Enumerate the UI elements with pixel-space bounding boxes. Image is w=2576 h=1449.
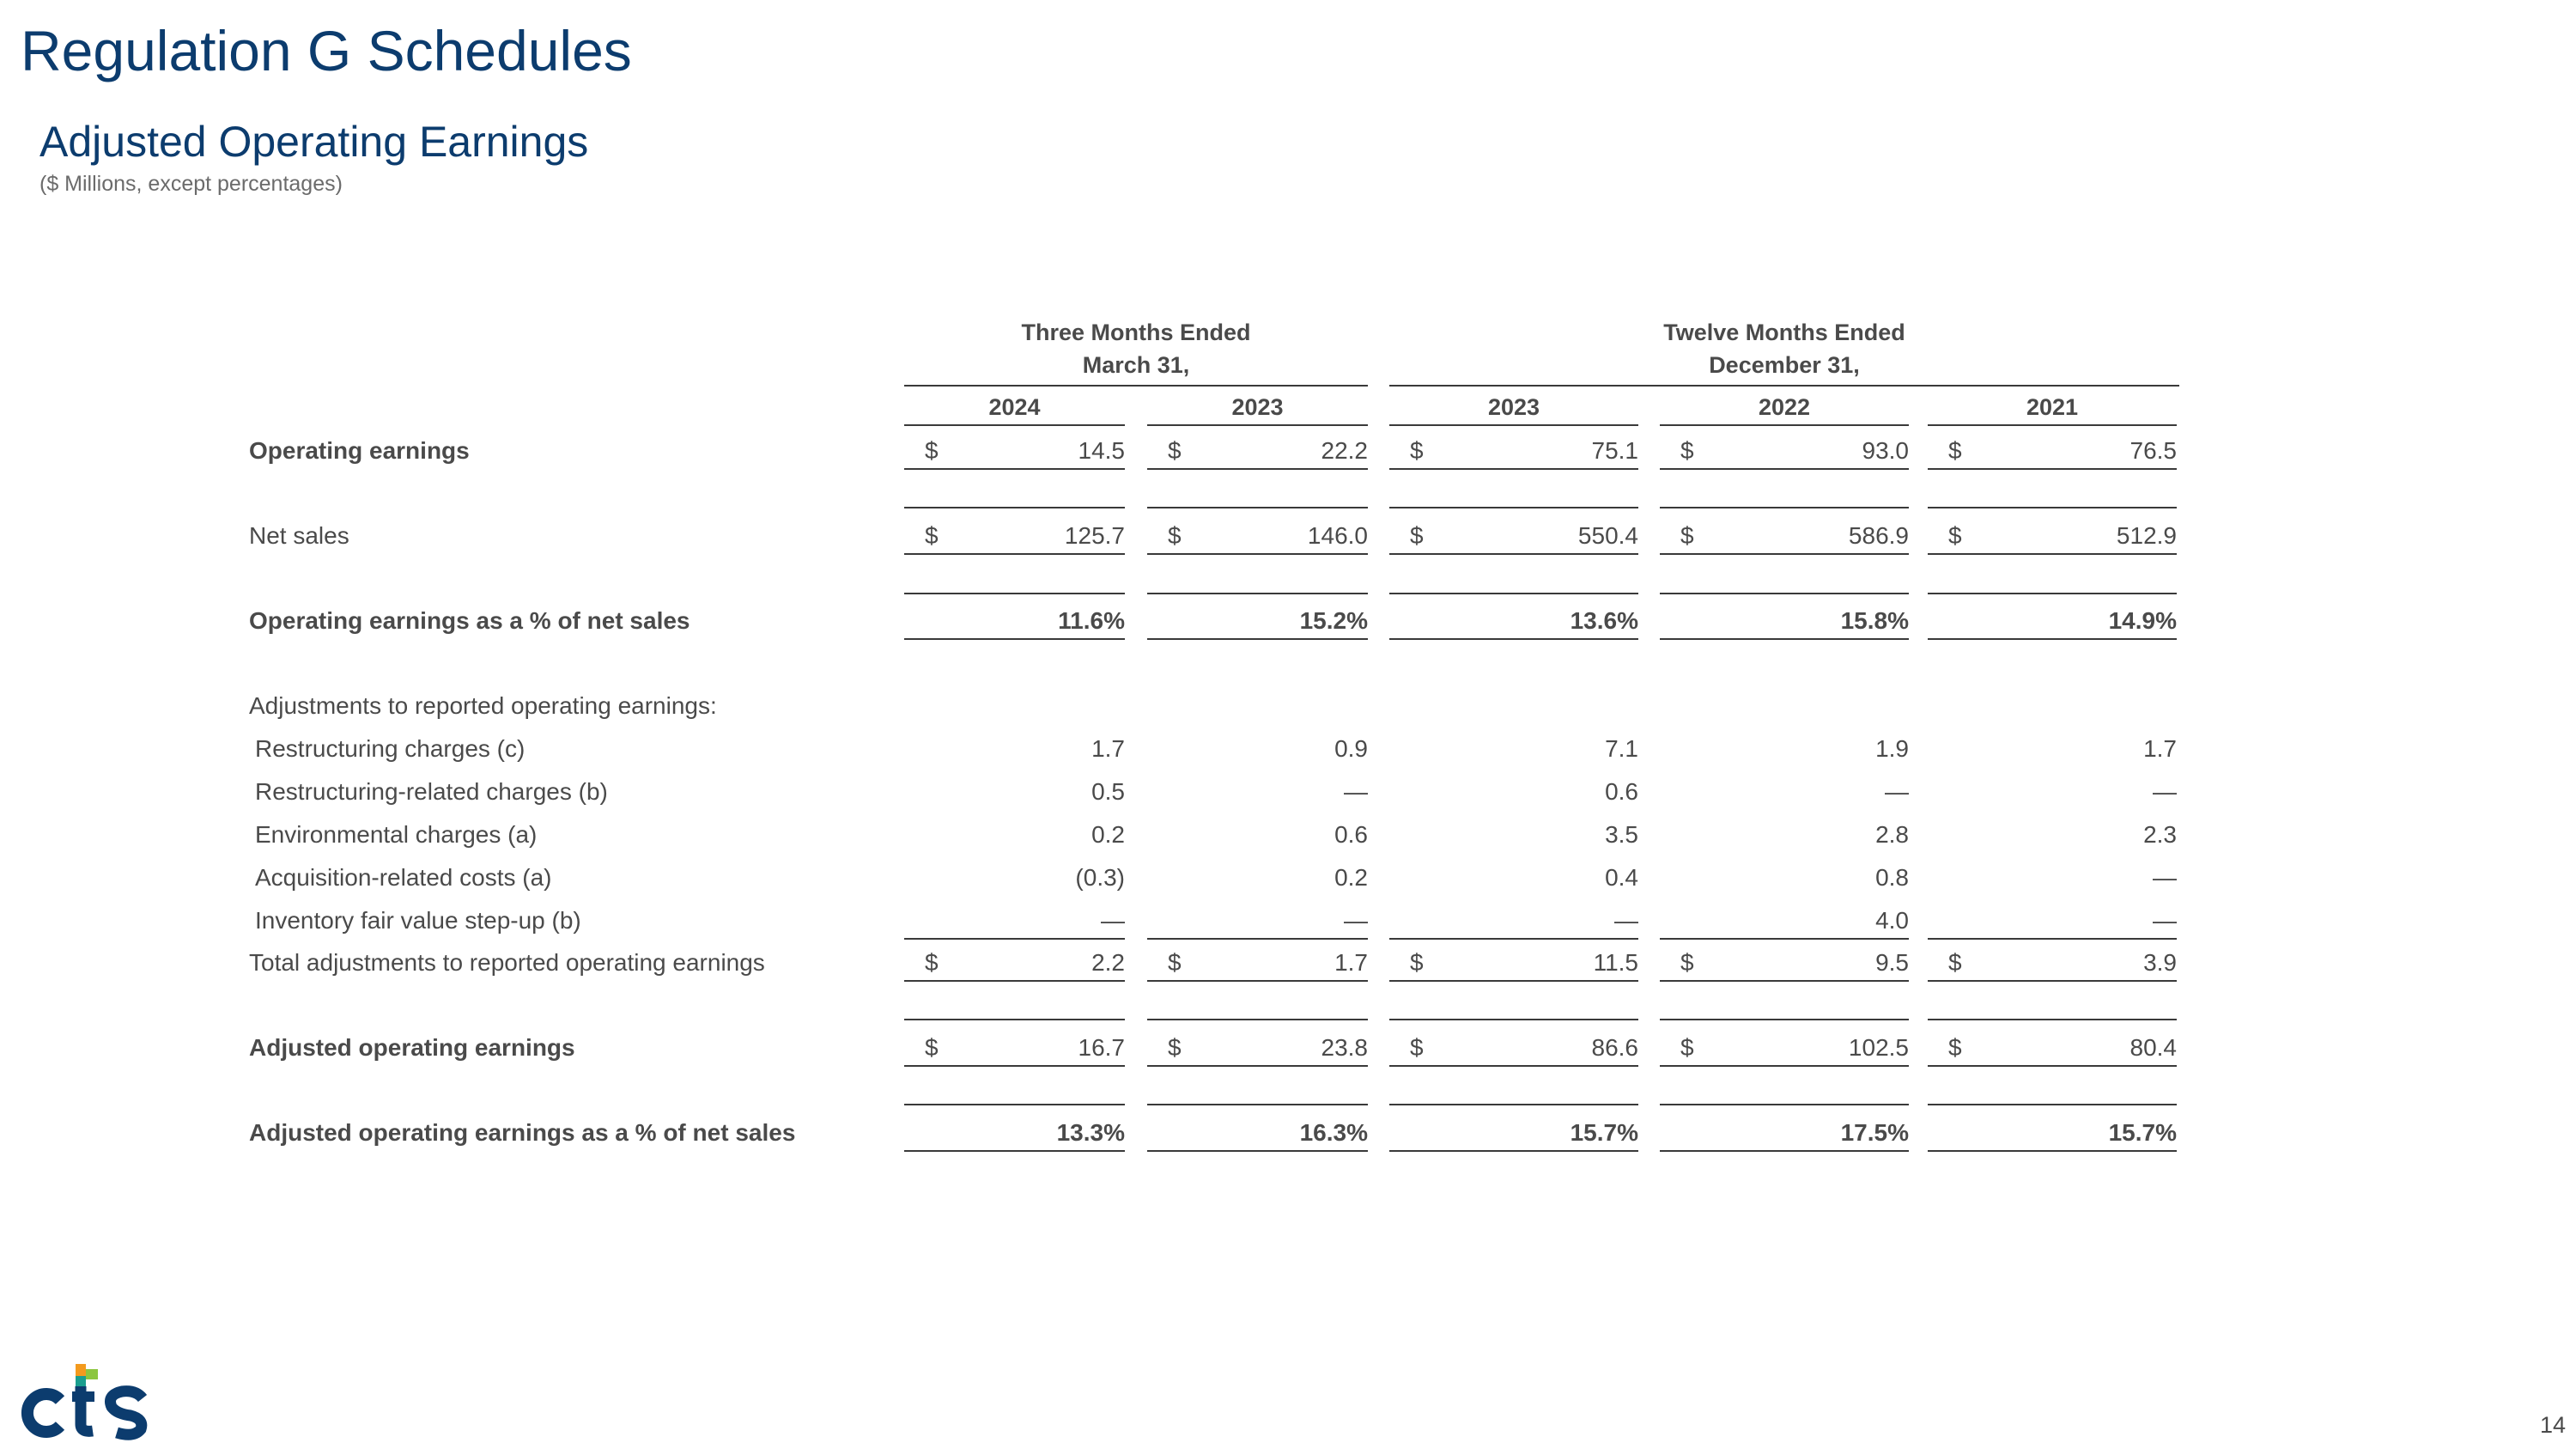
cell-value: 0.8 bbox=[1875, 864, 1909, 891]
currency-symbol: $ bbox=[925, 522, 939, 549]
table-cell bbox=[1928, 775, 2177, 809]
row-label: Net sales bbox=[249, 522, 349, 549]
table-cell bbox=[1928, 434, 2177, 470]
cell-value: 13.6% bbox=[1570, 607, 1638, 634]
cell-value: 80.4 bbox=[2129, 1034, 2177, 1061]
cell-value: 0.5 bbox=[1091, 778, 1125, 805]
table-cell bbox=[1660, 1031, 1909, 1067]
currency-symbol: $ bbox=[1168, 1034, 1182, 1061]
cell-value: — bbox=[1614, 907, 1638, 934]
cell-value: — bbox=[1101, 907, 1125, 934]
table-cell bbox=[1147, 861, 1368, 895]
table-cell bbox=[1389, 1116, 1638, 1152]
table-cell bbox=[1147, 519, 1368, 555]
cell-value: 0.2 bbox=[1334, 864, 1368, 891]
cell-value: 13.3% bbox=[1056, 1119, 1125, 1146]
table-cell bbox=[1147, 946, 1368, 982]
table-cell bbox=[1389, 434, 1638, 470]
table-cell bbox=[1389, 861, 1638, 895]
currency-symbol: $ bbox=[1410, 949, 1424, 976]
total-double-rule bbox=[1389, 593, 1638, 594]
row-label: Inventory fair value step-up (b) bbox=[255, 907, 581, 934]
cell-value: 23.8 bbox=[1321, 1034, 1368, 1061]
cell-value: 16.7 bbox=[1078, 1034, 1125, 1061]
column-group-header-three-months bbox=[904, 316, 1368, 381]
currency-symbol: $ bbox=[1948, 949, 1962, 976]
table-cell bbox=[1928, 946, 2177, 982]
column-group-line2: December 31, bbox=[1709, 352, 1860, 378]
cell-value: — bbox=[2153, 907, 2177, 934]
cell-value: 11.5 bbox=[1593, 949, 1638, 976]
table-cell bbox=[1660, 434, 1909, 470]
table-cell bbox=[1389, 519, 1638, 555]
cell-value: 2.2 bbox=[1091, 949, 1125, 976]
table-cell bbox=[904, 946, 1125, 982]
currency-symbol: $ bbox=[925, 1034, 939, 1061]
table-cell bbox=[1389, 1031, 1638, 1067]
currency-symbol: $ bbox=[1168, 437, 1182, 464]
cell-value: 0.4 bbox=[1605, 864, 1638, 891]
currency-symbol: $ bbox=[1168, 522, 1182, 549]
table-cell bbox=[904, 904, 1125, 940]
cell-value: 0.6 bbox=[1334, 821, 1368, 848]
row-label: Operating earnings as a % of net sales bbox=[249, 607, 690, 634]
year-header: 2023 bbox=[1389, 390, 1638, 426]
table-cell bbox=[1660, 775, 1909, 809]
cell-value: 7.1 bbox=[1605, 735, 1638, 762]
total-double-rule bbox=[1147, 1104, 1368, 1105]
table-cell bbox=[1928, 519, 2177, 555]
cell-value: 76.5 bbox=[2129, 437, 2177, 464]
table-cell bbox=[1928, 1031, 2177, 1067]
table-cell bbox=[904, 818, 1125, 852]
currency-symbol: $ bbox=[1410, 1034, 1424, 1061]
cell-value: 1.7 bbox=[1334, 949, 1368, 976]
table-cell bbox=[1928, 604, 2177, 640]
currency-symbol: $ bbox=[1680, 949, 1694, 976]
table-cell bbox=[1660, 1116, 1909, 1152]
cell-value: 512.9 bbox=[2116, 522, 2177, 549]
table-cell bbox=[1660, 519, 1909, 555]
cell-value: 15.8% bbox=[1840, 607, 1909, 634]
row-label: Total adjustments to reported operating earnings bbox=[249, 949, 765, 976]
table-cell bbox=[1928, 732, 2177, 766]
table-cell bbox=[904, 775, 1125, 809]
currency-symbol: $ bbox=[1948, 437, 1962, 464]
table-cell bbox=[1147, 434, 1368, 470]
logo-text: cts bbox=[15, 1355, 17, 1356]
table-cell bbox=[904, 604, 1125, 640]
year-header: 2024 bbox=[904, 390, 1125, 426]
currency-symbol: $ bbox=[1410, 522, 1424, 549]
total-double-rule bbox=[904, 1104, 1125, 1105]
cell-value: 11.6% bbox=[1058, 607, 1125, 634]
column-group-line2: March 31, bbox=[1082, 352, 1190, 378]
table-cell bbox=[1147, 1116, 1368, 1152]
table-cell bbox=[1660, 861, 1909, 895]
table-cell bbox=[1928, 1116, 2177, 1152]
logo-letter-s bbox=[111, 1391, 143, 1435]
table-cell bbox=[904, 732, 1125, 766]
table-cell bbox=[1660, 604, 1909, 640]
cell-value: 75.1 bbox=[1591, 437, 1638, 464]
total-double-rule bbox=[1147, 1019, 1368, 1020]
cell-value: 14.9% bbox=[2108, 607, 2177, 634]
cell-value: 550.4 bbox=[1577, 522, 1638, 549]
table-cell bbox=[1147, 818, 1368, 852]
table-cell bbox=[904, 519, 1125, 555]
year-header: 2022 bbox=[1660, 390, 1909, 426]
total-double-rule bbox=[1660, 1104, 1909, 1105]
cell-value: 3.5 bbox=[1605, 821, 1638, 848]
cell-value: 22.2 bbox=[1321, 437, 1368, 464]
row-label: Acquisition-related costs (a) bbox=[255, 864, 552, 891]
row-label: Adjustments to reported operating earnings: bbox=[249, 692, 717, 719]
table-cell bbox=[904, 1031, 1125, 1067]
row-label: Operating earnings bbox=[249, 437, 470, 464]
section-title: Adjusted Operating Earnings bbox=[39, 118, 589, 166]
total-double-rule bbox=[1660, 507, 1909, 508]
cell-value: 0.2 bbox=[1091, 821, 1125, 848]
table-cell bbox=[1389, 732, 1638, 766]
currency-symbol: $ bbox=[1680, 437, 1694, 464]
page-number: 14 bbox=[2539, 1412, 2566, 1438]
cell-value: 1.7 bbox=[1091, 735, 1125, 762]
cts-logo bbox=[15, 1355, 153, 1441]
total-double-rule bbox=[904, 1019, 1125, 1020]
total-double-rule bbox=[1389, 1104, 1638, 1105]
row-label: Restructuring charges (c) bbox=[255, 735, 526, 762]
total-double-rule bbox=[1928, 593, 2177, 594]
table-cell bbox=[904, 1116, 1125, 1152]
section-subtitle: ($ Millions, except percentages) bbox=[39, 172, 343, 196]
table-cell bbox=[1389, 904, 1638, 940]
total-double-rule bbox=[1928, 1104, 2177, 1105]
page-title: Regulation G Schedules bbox=[21, 19, 632, 82]
logo-letter-c bbox=[27, 1394, 60, 1432]
logo-teal-square bbox=[76, 1376, 86, 1386]
cell-value: 125.7 bbox=[1064, 522, 1125, 549]
logo-orange-square bbox=[76, 1364, 86, 1376]
total-double-rule bbox=[1389, 507, 1638, 508]
cell-value: 15.2% bbox=[1299, 607, 1368, 634]
cell-value: (0.3) bbox=[1075, 864, 1125, 891]
year-header: 2023 bbox=[1147, 390, 1368, 426]
group-underline bbox=[904, 385, 1368, 387]
cell-value: 93.0 bbox=[1862, 437, 1909, 464]
total-double-rule bbox=[1147, 507, 1368, 508]
logo-green-square bbox=[86, 1369, 98, 1379]
currency-symbol: $ bbox=[925, 437, 939, 464]
total-double-rule bbox=[904, 593, 1125, 594]
currency-symbol: $ bbox=[1168, 949, 1182, 976]
table-cell bbox=[904, 861, 1125, 895]
cell-value: 4.0 bbox=[1875, 907, 1909, 934]
row-label: Environmental charges (a) bbox=[255, 821, 538, 848]
currency-symbol: $ bbox=[925, 949, 939, 976]
cell-value: — bbox=[1344, 778, 1368, 805]
total-double-rule bbox=[904, 507, 1125, 508]
table-cell bbox=[1928, 818, 2177, 852]
cell-value: 86.6 bbox=[1591, 1034, 1638, 1061]
cell-value: 1.7 bbox=[2143, 735, 2177, 762]
cell-value: — bbox=[1885, 778, 1909, 805]
table-cell bbox=[1660, 732, 1909, 766]
total-double-rule bbox=[1660, 593, 1909, 594]
cell-value: 0.6 bbox=[1605, 778, 1638, 805]
group-underline bbox=[1389, 385, 2179, 387]
table-cell bbox=[1147, 604, 1368, 640]
row-label: Restructuring-related charges (b) bbox=[255, 778, 608, 805]
cell-value: 1.9 bbox=[1875, 735, 1909, 762]
column-group-line1: Three Months Ended bbox=[1021, 320, 1251, 345]
cell-value: 15.7% bbox=[1570, 1119, 1638, 1146]
total-double-rule bbox=[1928, 1019, 2177, 1020]
cell-value: — bbox=[1344, 907, 1368, 934]
column-group-header-twelve-months bbox=[1389, 316, 2179, 381]
cell-value: 0.9 bbox=[1334, 735, 1368, 762]
cell-value: 146.0 bbox=[1307, 522, 1368, 549]
cell-value: — bbox=[2153, 778, 2177, 805]
currency-symbol: $ bbox=[1680, 1034, 1694, 1061]
cell-value: 3.9 bbox=[2143, 949, 2177, 976]
cell-value: 102.5 bbox=[1848, 1034, 1909, 1061]
cell-value: 15.7% bbox=[2108, 1119, 2177, 1146]
currency-symbol: $ bbox=[1680, 522, 1694, 549]
currency-symbol: $ bbox=[1410, 437, 1424, 464]
table-cell bbox=[904, 434, 1125, 470]
cell-value: 9.5 bbox=[1875, 949, 1909, 976]
row-label: Adjusted operating earnings bbox=[249, 1034, 575, 1061]
table-cell bbox=[1660, 904, 1909, 940]
total-double-rule bbox=[1147, 593, 1368, 594]
cell-value: 2.8 bbox=[1875, 821, 1909, 848]
cell-value: 586.9 bbox=[1848, 522, 1909, 549]
table-cell bbox=[1147, 775, 1368, 809]
currency-symbol: $ bbox=[1948, 1034, 1962, 1061]
table-cell bbox=[1389, 775, 1638, 809]
cell-value: 16.3% bbox=[1299, 1119, 1368, 1146]
table-cell bbox=[1147, 732, 1368, 766]
row-label: Adjusted operating earnings as a % of net sales bbox=[249, 1119, 796, 1146]
table-cell bbox=[1928, 904, 2177, 940]
cell-value: — bbox=[2153, 864, 2177, 891]
cell-value: 17.5% bbox=[1840, 1119, 1909, 1146]
cell-value: 2.3 bbox=[2143, 821, 2177, 848]
total-double-rule bbox=[1389, 1019, 1638, 1020]
year-header: 2021 bbox=[1928, 390, 2177, 426]
total-double-rule bbox=[1660, 1019, 1909, 1020]
table-cell bbox=[1147, 1031, 1368, 1067]
table-cell bbox=[1389, 946, 1638, 982]
table-cell bbox=[1928, 861, 2177, 895]
cell-value: 14.5 bbox=[1078, 437, 1125, 464]
table-cell bbox=[1147, 904, 1368, 940]
total-double-rule bbox=[1928, 507, 2177, 508]
table-cell bbox=[1660, 946, 1909, 982]
currency-symbol: $ bbox=[1948, 522, 1962, 549]
table-cell bbox=[1389, 818, 1638, 852]
table-cell bbox=[1660, 818, 1909, 852]
table-cell bbox=[1389, 604, 1638, 640]
column-group-line1: Twelve Months Ended bbox=[1663, 320, 1905, 345]
